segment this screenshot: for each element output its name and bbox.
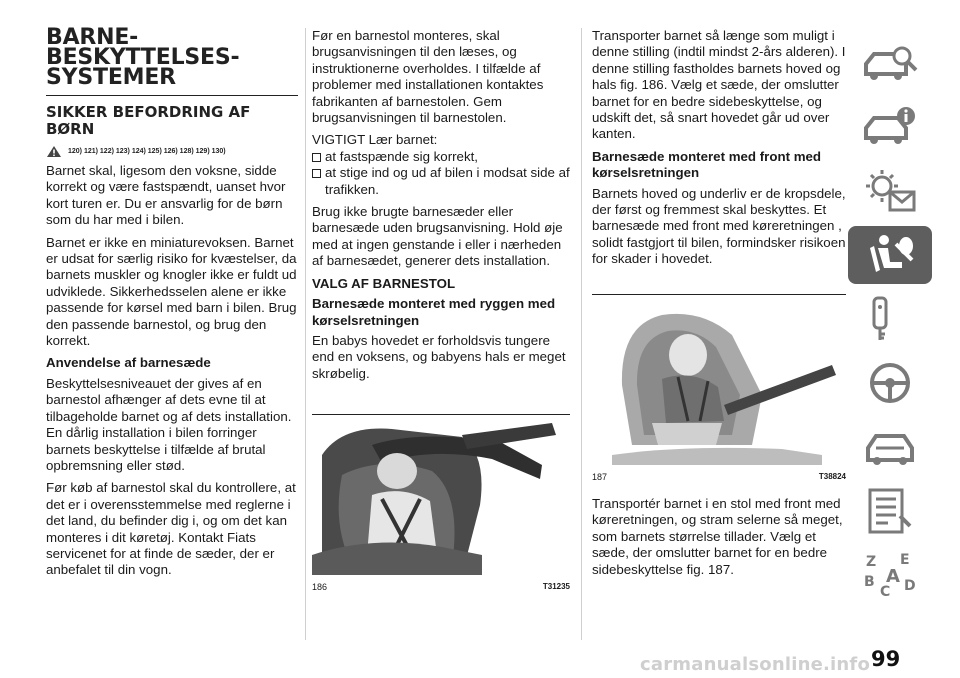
- column-divider: [305, 28, 306, 640]
- tab-steering[interactable]: [848, 354, 932, 412]
- warning-triangle-icon: [46, 145, 62, 158]
- paragraph: Barnet skal, ligesom den voksne, sidde korrekt og være fastspændt, uanset hvor kort turen er. Du er ansvarlig for de børn som du har med i bilen.: [46, 163, 286, 228]
- warning-lights-icon: [860, 166, 920, 216]
- tab-car-info[interactable]: [848, 98, 932, 156]
- list-item: at stige ind og ud af bilen i modsat side af trafikken.: [312, 165, 570, 198]
- steering-wheel-icon: [860, 358, 920, 408]
- car-search-icon: [860, 38, 920, 88]
- seat-airbag-icon: [860, 230, 920, 280]
- paragraph: Brug ikke brugte barnesæder eller barnesæde uden brugsanvisning. Hold øje med at ingen genstande i eller i nærheden af barnesædet, generer dets installation.: [312, 204, 563, 269]
- paragraph: Transportér barnet i en stol med front med køreretningen, og stram selerne så meget, som barnets størrelse tillader. Vælg et sæde, der omslutter barnet for en bedre sidebeskyttelse fig. 187.: [592, 496, 843, 577]
- tab-specifications[interactable]: [848, 482, 932, 540]
- column-right: [592, 28, 846, 577]
- tab-safety[interactable]: [848, 226, 932, 284]
- svg-text:A: A: [886, 566, 900, 587]
- tab-warning-lights[interactable]: [848, 162, 932, 220]
- checkbox-bullet-icon: [312, 153, 321, 162]
- paragraph: Barnet er ikke en miniaturevoksen. Barnet er udsat for særlig risiko for kvæstelser, da barnets muskler og knogler ikke er fuldt ud udviklede. Sikkerhedsselen alene er ikke passende for kørsel med barn i bilen. Brug den passende barnestol, og brug den korrekt.: [46, 234, 297, 349]
- specs-list-icon: [860, 486, 920, 536]
- key-ignition-icon: [860, 294, 920, 344]
- subheading: Anvendelse af barnesæde: [46, 355, 211, 371]
- paragraph: VIGTIGT Lær barnet:: [312, 132, 438, 148]
- warning-references: 120) 121) 122) 123) 124) 125) 126) 128) 129) 130): [46, 145, 298, 158]
- figure-187: [592, 294, 846, 482]
- alphabet-index-icon: [860, 550, 920, 600]
- paragraph: Før køb af barnestol skal du kontrollere, at det er i overensstemmelse med reglerne i det land, du befinder dig i, og om det kan monteres i dit køretøj. Kontakt Fiats servicenet for at finde de sæder, der er anbefalet til din vogn.: [46, 480, 296, 578]
- svg-text:E: E: [900, 552, 910, 568]
- checkbox-bullet-icon: [312, 169, 321, 178]
- column-middle: [312, 28, 570, 592]
- section-title: SIKKER BEFORDRING AF BØRN: [46, 103, 251, 138]
- subheading: Barnesæde monteret med front med kørselsretningen: [592, 148, 822, 181]
- paragraph: En babys hovedet er forholdsvis tungere end en voksens, og babyens hals er meget skrøbelig.: [312, 332, 566, 381]
- tab-car-search[interactable]: [848, 34, 932, 92]
- figure-caption: 186 T31235: [312, 582, 570, 592]
- figure-186: [312, 414, 570, 592]
- paragraph: Barnets hoved og underliv er de kropsdele, der først og fremmest skal beskyttes. Et barnesæde med front med køreretningen , solidt fastgjort til bilen, formindsker risikoen for skader i hovedet.: [592, 185, 846, 267]
- car-service-icon: [860, 422, 920, 472]
- tab-car-service[interactable]: [848, 418, 932, 476]
- paragraph: Transporter barnet så længe som muligt i denne stilling (indtil mindst 2-års alderen). I denne stilling fastholdes barnets hoved og hals fig. 186. Vælg et sæde, der omslutter barnet for en bedre sidebeskyttelse, og udskift det, så snart hovedet går ud over kanten.: [592, 28, 846, 142]
- paragraph: Beskyttelsesniveauet der gives af en barnestol afhænger af dets evne til at tilbageholde barnet og af dets installation. En dårlig installation i bilen forringer barnets beskyttelse i tilfælde af brutal opbremsning eller stød.: [46, 375, 292, 473]
- tab-index[interactable]: [848, 546, 932, 604]
- car-info-icon: [860, 102, 920, 152]
- page-number: 99: [871, 647, 901, 671]
- svg-text:Z: Z: [866, 554, 877, 570]
- forward-facing-child-seat-photo: [592, 295, 846, 465]
- paragraph: Før en barnestol monteres, skal brugsanvisningen til den læses, og instruktionerne overholdes. I tilfælde af problemer med installationen kontaktes fabrikanten af barnestolen. Gem brugsanvisningen til barnestolen.: [312, 28, 544, 126]
- tab-starting-driving[interactable]: [848, 290, 932, 348]
- rear-facing-baby-seat-photo: [312, 415, 570, 575]
- subheading: Barnesæde monteret med ryggen med kørselsretningen: [312, 296, 556, 328]
- column-left: [46, 25, 298, 585]
- figure-caption: 187 T38824: [592, 472, 846, 482]
- subheading: VALG AF BARNESTOL: [312, 275, 456, 291]
- svg-text:B: B: [864, 574, 875, 590]
- title-rule: [46, 95, 298, 96]
- column-divider: [581, 28, 582, 640]
- svg-text:C: C: [880, 584, 891, 600]
- watermark: carmanualsonline.info: [640, 654, 871, 675]
- svg-text:D: D: [904, 578, 916, 594]
- chapter-title: BARNE- BESKYTTELSES- SYSTEMER: [46, 25, 240, 90]
- list-item: at fastspænde sig korrekt,: [312, 149, 570, 165]
